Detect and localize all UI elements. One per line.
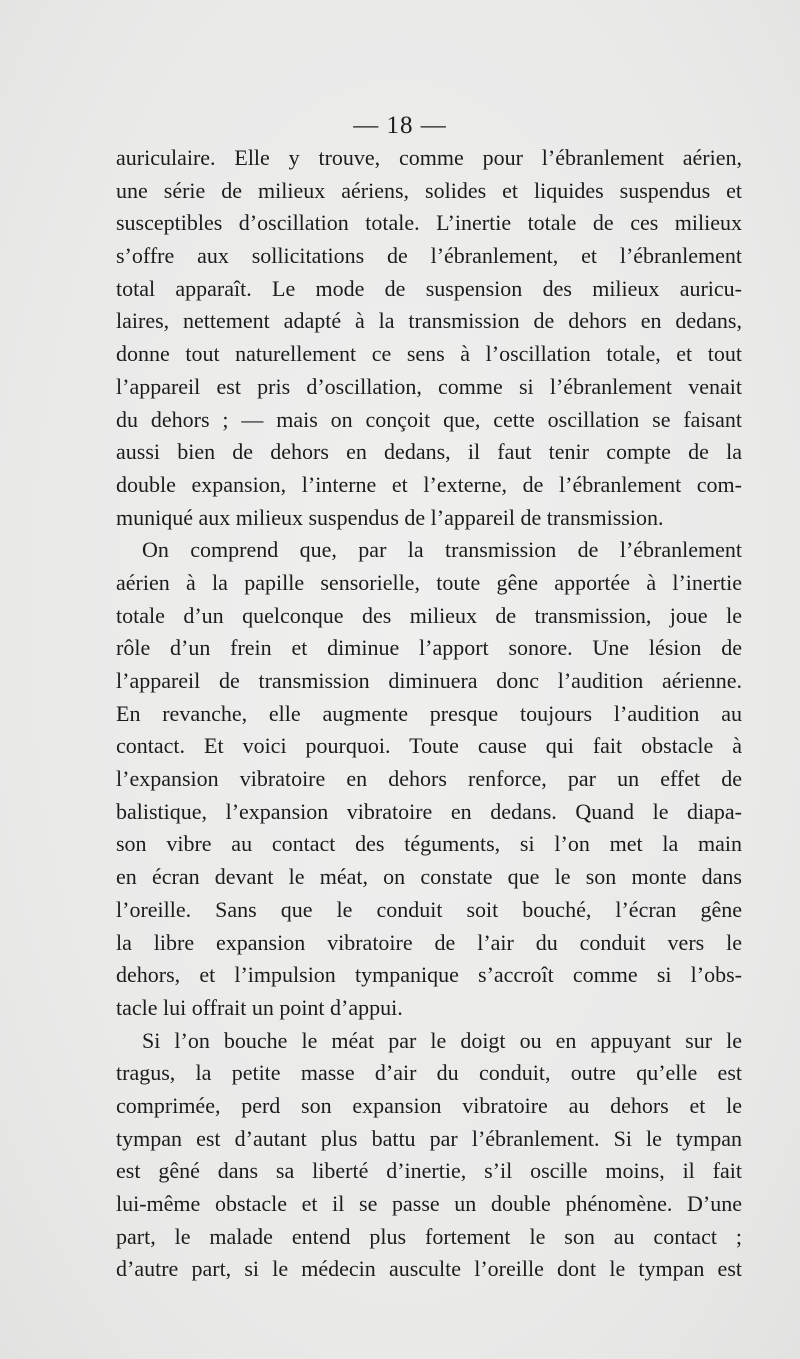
paragraph-start-line: On comprend que, par la transmission de l’ébranlement	[142, 537, 742, 563]
text-line: auriculaire. Elle y trouve, comme pour l’ébranlement aérien,	[116, 145, 742, 170]
text-line: en écran devant le méat, on constate que le son monte dans	[116, 864, 742, 890]
text-line: son vibre au contact des téguments, si l’on met la main	[116, 831, 742, 857]
text-line: la libre expansion vibratoire de l’air du conduit vers le	[116, 929, 742, 955]
text-line: totale d’un quelconque des milieux de transmission, joue le	[116, 602, 742, 628]
text-line: aérien à la papille sensorielle, toute gêne apportée à l’inertie	[116, 569, 742, 595]
text-line: balistique, l’expansion vibratoire en dedans. Quand le diapa-	[116, 798, 742, 824]
text-line: En revanche, elle augmente presque toujours l’audition au	[116, 700, 742, 726]
text-line: comprimée, perd son expansion vibratoire au dehors et le	[116, 1092, 742, 1118]
text-line: contact. Et voici pourquoi. Toute cause qui fait obstacle à	[116, 733, 742, 759]
text-line: aussi bien de dehors en dedans, il faut tenir compte de la	[116, 439, 742, 465]
text-line: susceptibles d’oscillation totale. L’inertie totale de ces milieux	[116, 210, 742, 236]
text-line: est gêné dans sa liberté d’inertie, s’il oscille moins, il fait	[116, 1158, 742, 1184]
text-line: tragus, la petite masse d’air du conduit, outre qu’elle est	[116, 1060, 742, 1086]
text-line: s’offre aux sollicitations de l’ébranlement, et l’ébranlement	[116, 243, 742, 269]
text-line: l’expansion vibratoire en dehors renforce, par un effet de	[116, 766, 742, 792]
text-line: muniqué aux milieux suspendus de l’appareil de transmission.	[116, 504, 664, 530]
text-line: lui-même obstacle et il se passe un double phénomène. D’une	[116, 1191, 742, 1216]
text-line: double expansion, l’interne et l’externe, de l’ébranlement com-	[116, 471, 742, 497]
text-line: une série de milieux aériens, solides et liquides suspendus et	[116, 177, 742, 203]
paragraph-start-line: Si l’on bouche le méat par le doigt ou en appuyant sur le	[142, 1027, 742, 1053]
text-line: total apparaît. Le mode de suspension des milieux auricu-	[116, 275, 742, 301]
text-line: tacle lui offrait un point d’appui.	[116, 994, 403, 1020]
text-line: l’appareil est pris d’oscillation, comme si l’ébranlement venait	[116, 373, 742, 399]
text-line: dehors, et l’impulsion tympanique s’accroît comme si l’obs-	[116, 962, 742, 988]
text-line: d’autre part, si le médecin ausculte l’oreille dont le tympan est	[116, 1256, 742, 1282]
text-line: l’appareil de transmission diminuera donc l’audition aérienne.	[116, 668, 742, 693]
body-text	[116, 142, 742, 1286]
text-line: part, le malade entend plus fortement le son au contact ;	[116, 1223, 742, 1249]
text-line: du dehors ; — mais on conçoit que, cette oscillation se faisant	[116, 406, 742, 432]
text-line: tympan est d’autant plus battu par l’ébranlement. Si le tympan	[116, 1125, 742, 1151]
text-line: laires, nettement adapté à la transmission de dehors en dedans,	[116, 308, 742, 334]
text-line: donne tout naturellement ce sens à l’oscillation totale, et tout	[116, 341, 742, 367]
page-number: — 18 —	[353, 112, 447, 139]
text-line: l’oreille. Sans que le conduit soit bouché, l’écran gêne	[116, 896, 742, 922]
text-line: rôle d’un frein et diminue l’apport sonore. Une lésion de	[116, 635, 742, 661]
